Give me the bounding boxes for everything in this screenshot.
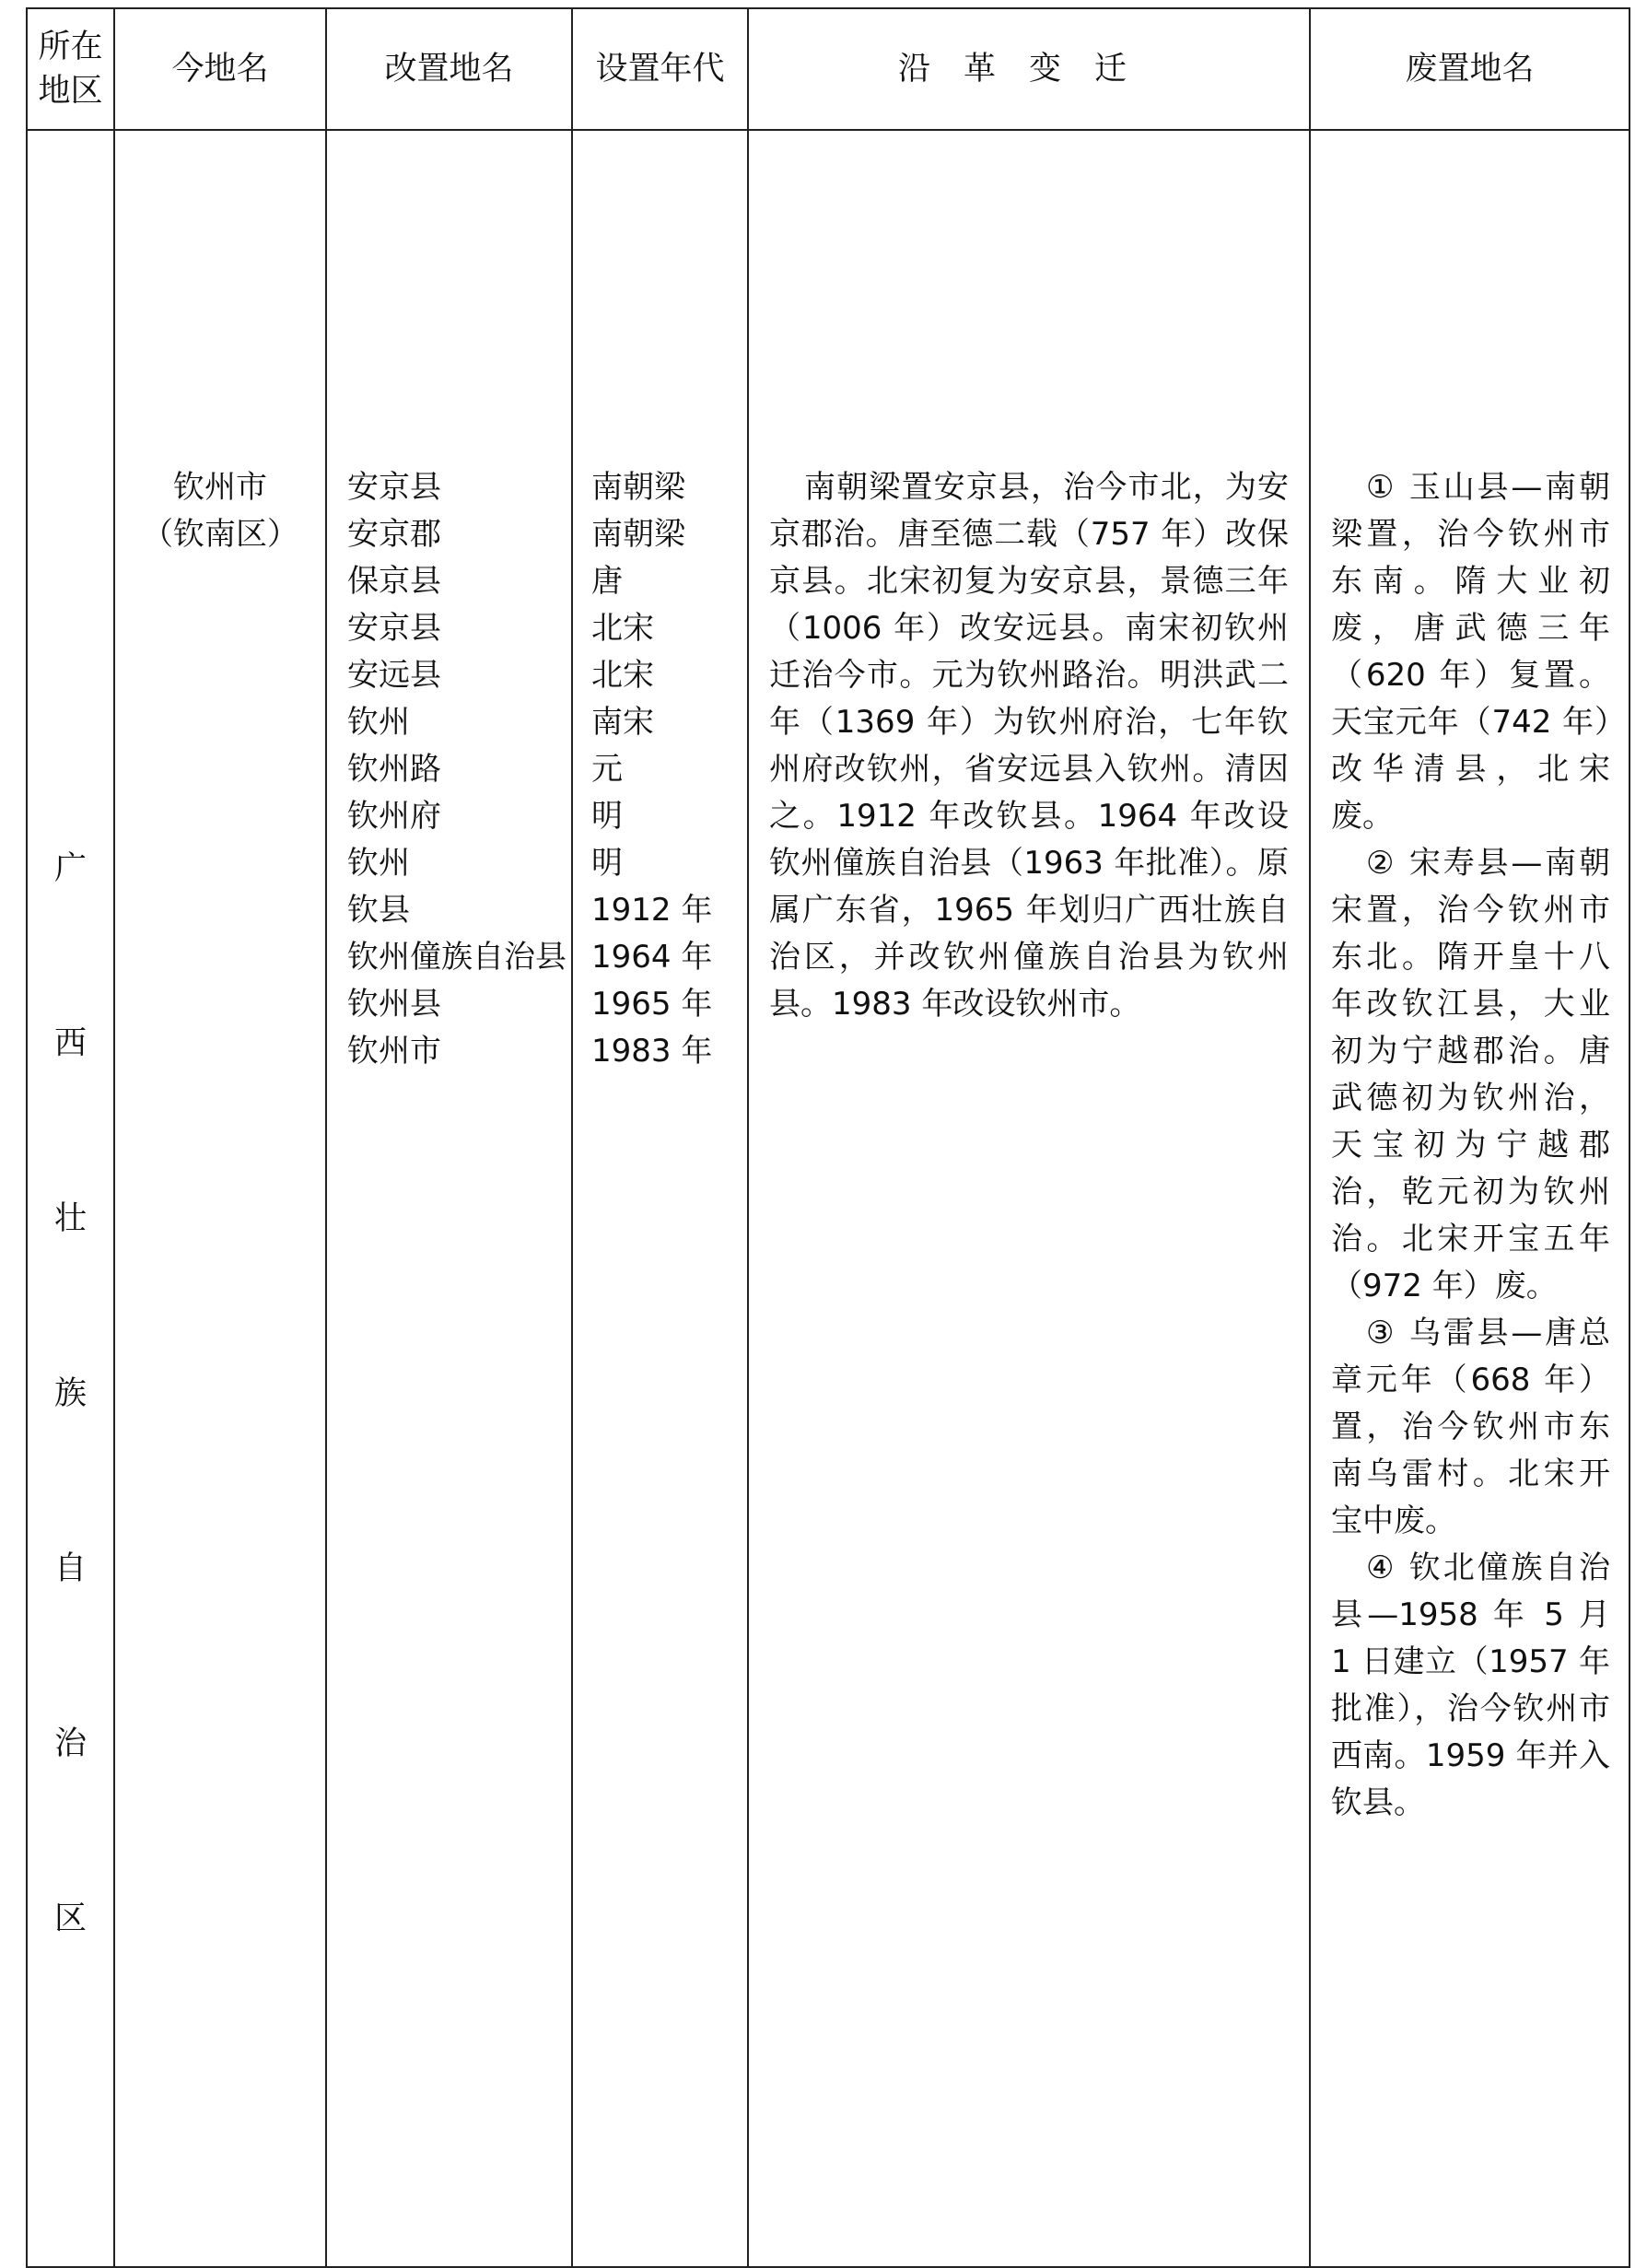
region-char: 族 [53,1374,87,1412]
current-name [115,464,325,558]
region-char: 壮 [53,1199,87,1237]
current-name-line1: 钦州市 [173,469,267,506]
header-renamed-name: 改置地名 [326,8,572,130]
history-cell [748,130,1310,2267]
renamed-name-item: 钦州僮族自治县 [347,939,567,976]
year-item: 1912 年 [591,892,713,929]
current-name-line2: （钦南区） [142,516,298,553]
renamed-name-item: 保京县 [347,563,441,600]
renamed-name-item: 钦州市 [347,1033,441,1070]
renamed-name-item: 安远县 [347,657,441,694]
header-abolished-name: 废置地名 [1310,8,1629,130]
abolished-entry: ① 玉山县—南朝梁置，治今钦州市东南。隋大业初废，唐武德三年（620 年）复置。天宝元年（742 年）改华清县，北宋废。 [1331,469,1610,835]
renamed-name-item: 钦州府 [347,798,441,835]
renamed-name-item: 钦州 [347,704,410,741]
region-name-vertical [28,326,113,2072]
year-item: 1964 年 [591,939,713,976]
years-list [591,464,712,1075]
renamed-names-list [347,464,567,1075]
year-item: 南朝梁 [591,469,685,506]
year-item: 北宋 [591,610,654,647]
region-char: 区 [53,1900,87,1937]
renamed-name-item: 钦州路 [347,751,441,788]
gazetteer-table [26,7,1630,2268]
region-char: 自 [53,1549,87,1587]
header-row [27,8,1629,130]
year-item: 南宋 [591,704,654,741]
renamed-name-item: 钦州县 [347,986,441,1023]
renamed-name-item: 钦州 [347,845,410,882]
header-region [27,8,114,130]
renamed-name-item: 安京郡 [347,516,441,553]
header-established-era: 设置年代 [572,8,748,130]
current-name-cell [114,130,326,2267]
year-item: 1965 年 [591,986,713,1023]
abolished-cell [1310,130,1629,2267]
year-item: 明 [591,845,623,882]
renamed-name-item: 钦县 [347,892,410,929]
year-item: 北宋 [591,657,654,694]
region-char: 治 [53,1724,87,1762]
abolished-entry: ③ 乌雷县—唐总章元年（668 年）置，治今钦州市东南乌雷村。北宋开宝中废。 [1331,1315,1610,1539]
table-row [27,130,1629,2267]
abolished-list [1331,464,1610,1827]
header-region-text: 所在 地区 [38,29,103,110]
header-history: 沿革变迁 [748,8,1310,130]
year-item: 唐 [591,563,623,600]
region-char: 广 [53,849,87,887]
abolished-entry: ② 宋寿县—南朝宋置，治今钦州市东北。隋开皇十八年改钦江县，大业初为宁越郡治。唐武德初为钦州治，天宝初为宁越郡治，乾元初为钦州治。北宋开宝五年（972 年）废。 [1331,845,1610,1304]
year-item: 南朝梁 [591,516,685,553]
header-current-name: 今地名 [114,8,326,130]
year-item: 明 [591,798,623,835]
abolished-entry: ④ 钦北僮族自治县—1958 年 5 月 1 日建立（1957 年批准），治今钦州市西南。1959 年并入钦县。 [1331,1549,1610,1821]
year-item: 元 [591,751,623,788]
year-item: 1983 年 [591,1033,713,1070]
renamed-name-item: 安京县 [347,469,441,506]
years-cell [572,130,748,2267]
renamed-name-item: 安京县 [347,610,441,647]
history-text: 南朝梁置安京县，治今市北，为安京郡治。唐至德二载（757 年）改保京县。北宋初复为安京县，景德三年（1006 年）改安远县。南宋初钦州迁治今市。元为钦州路治。明洪武二年（1369 年）为钦州府治，七年钦州府改钦州，省安远县入钦州。清因之。1912 年改钦县。1964 年改设钦州僮族自治县（1963 年批准）。原属广东省，1965 年划归广西壮族自治区，并改钦州僮族自治县为钦州县。1983 年改设钦州市。 [769,469,1289,1023]
renamed-names-cell [326,130,572,2267]
region-char: 西 [53,1024,87,1062]
region-cell [27,130,114,2267]
